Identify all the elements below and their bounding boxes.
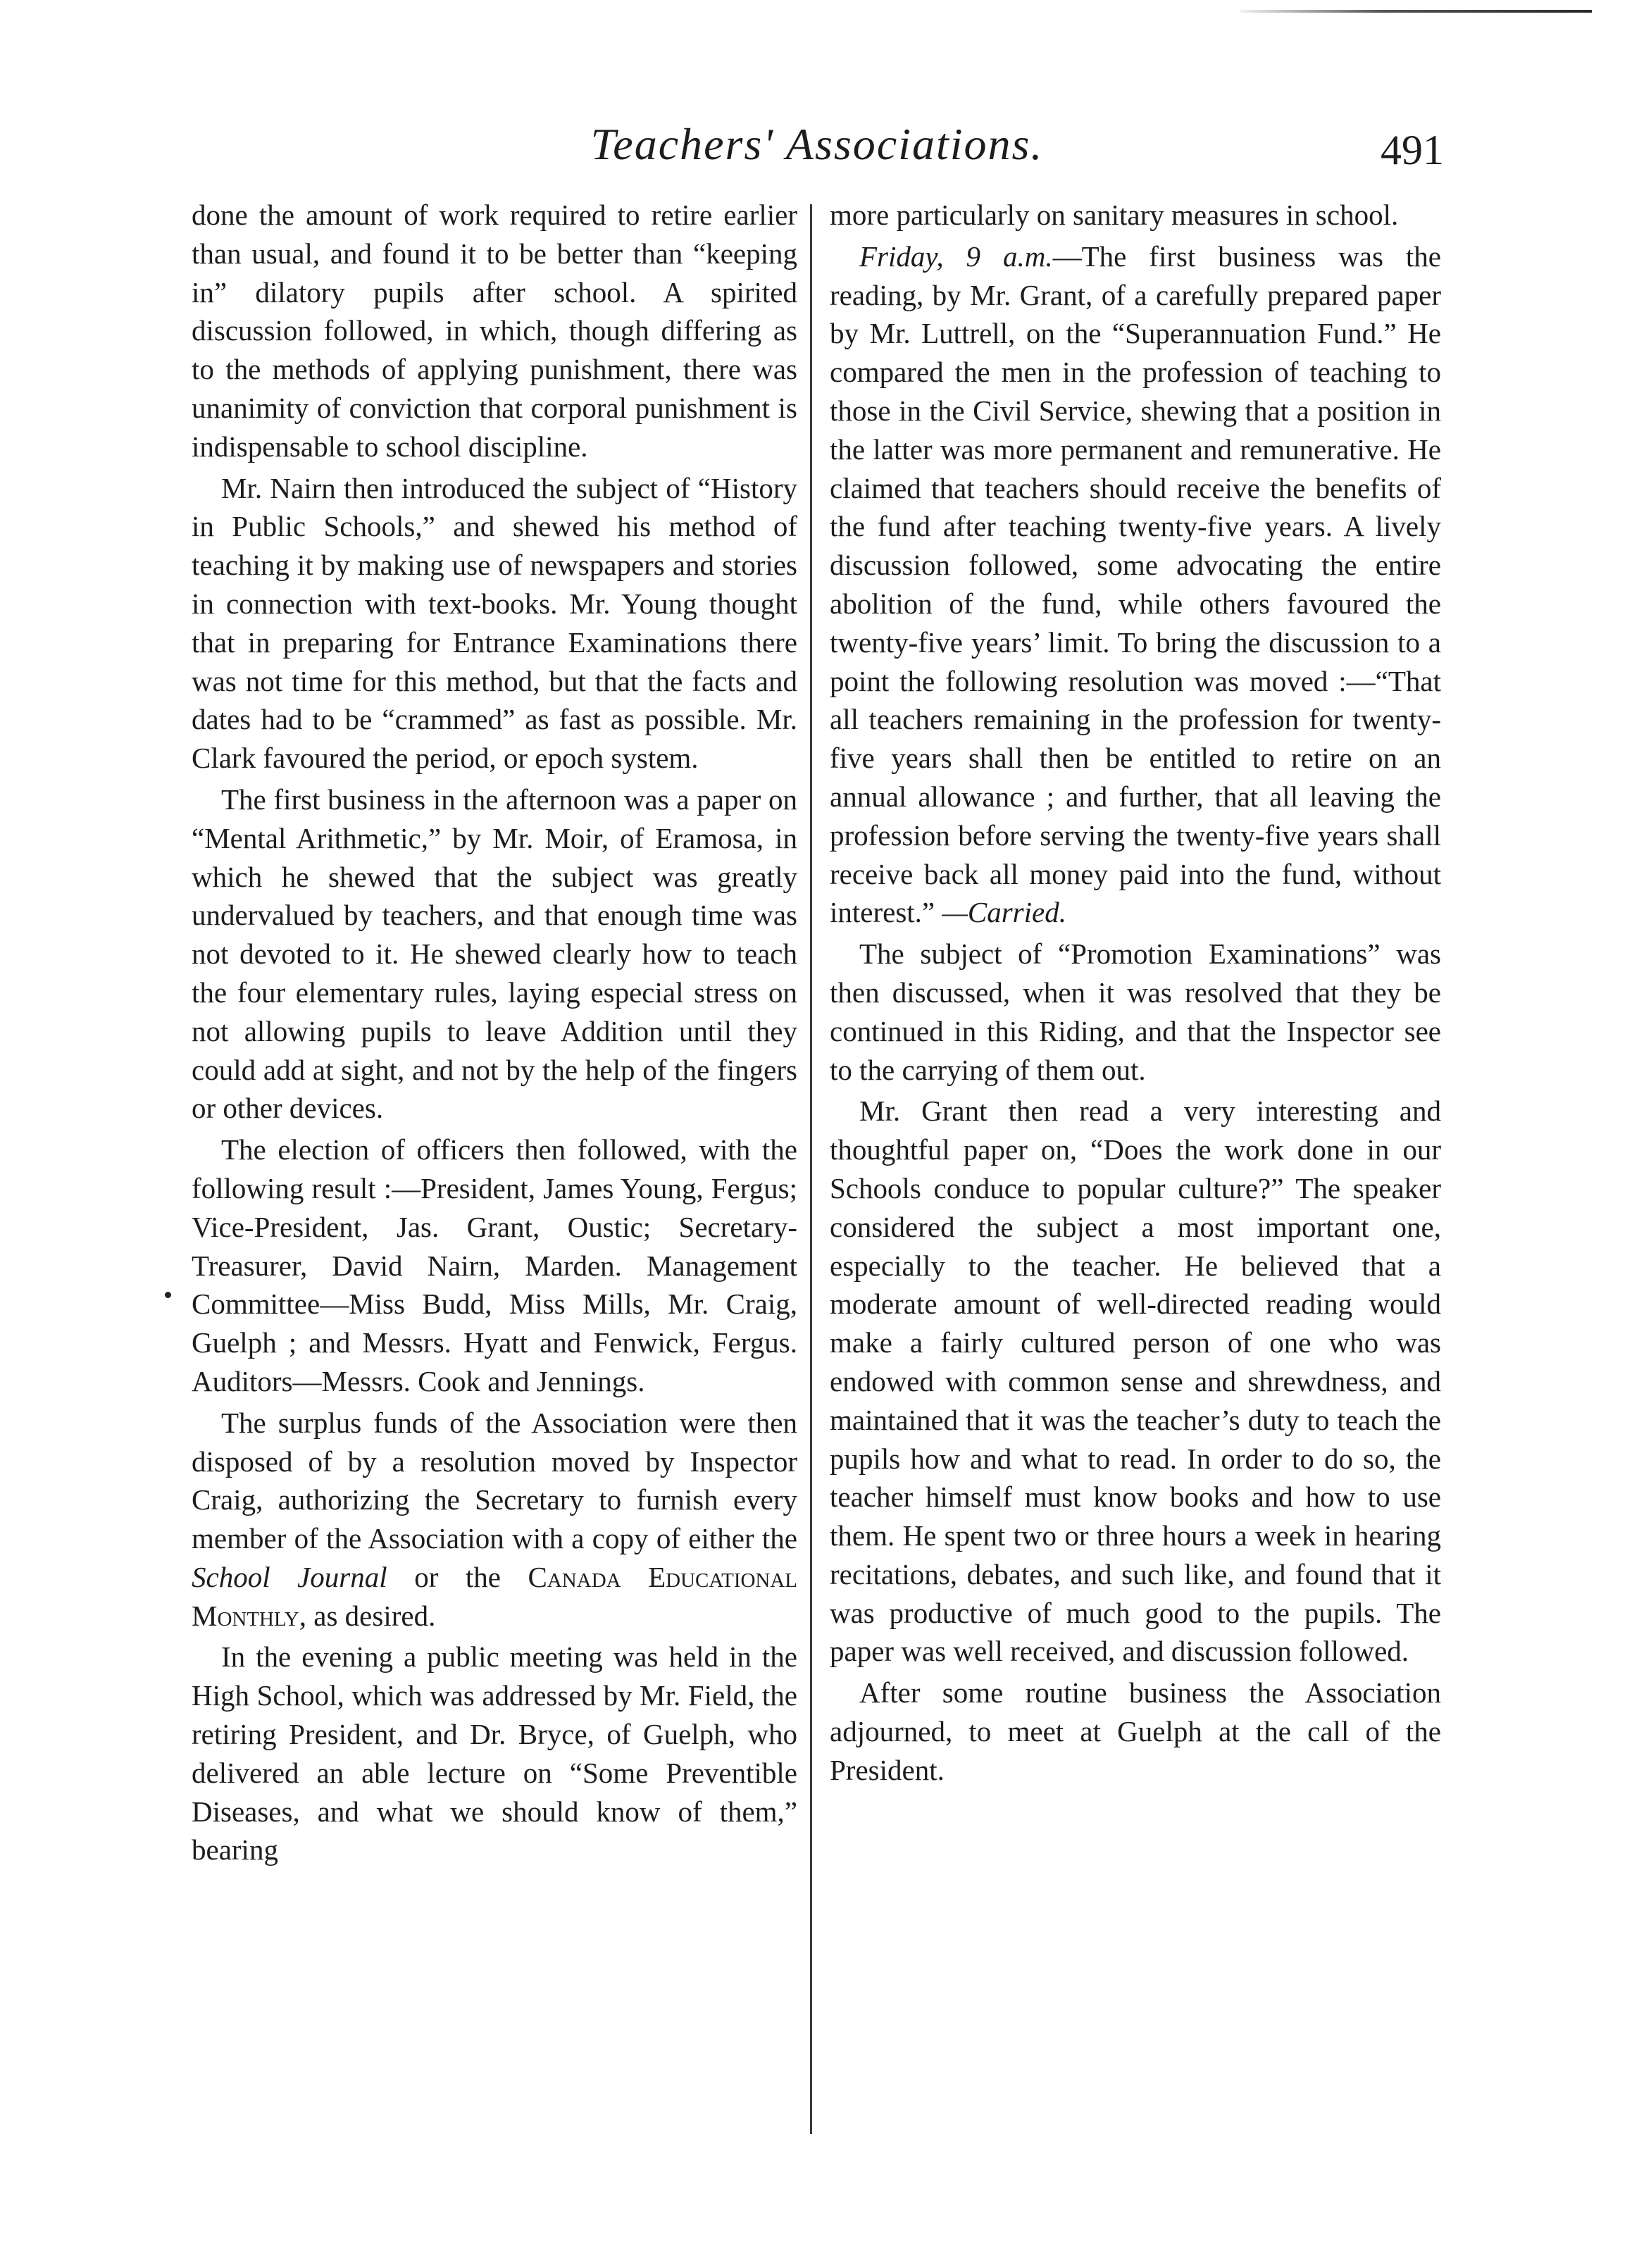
right-column bbox=[830, 196, 1441, 1790]
friday-heading: Friday, 9 a.m. bbox=[859, 239, 1053, 273]
margin-ink-dot bbox=[165, 1292, 171, 1298]
left-paragraph-1: done the amount of work required to retire earlier than usual, and found it to be better than “keeping in” dilatory pupils after school. A spirited discussion followed, in which, though differing as to the methods of applying punishment, there was unanimity of conviction that corporal punishment is indispensable to school discipline. bbox=[192, 199, 797, 463]
or-the-text: or the bbox=[414, 1560, 501, 1593]
left-paragraph-4: The election of officers then followed, with the following result :—President, James Young, Fergus; Vice-President, Jas. Grant, Oustic; Secretary-Treasurer, David Nairn, Marden. Management Committee—Miss Budd, Miss Mills, Mr. Craig, Guelph ; and Messrs. Hyatt and Fenwick, Fergus. Auditors—Messrs. Cook and Jennings. bbox=[192, 1133, 797, 1397]
right-paragraph-2 bbox=[830, 237, 1441, 932]
left-paragraph-2: Mr. Nairn then introduced the subject of “History in Public Schools,” and shewed his method of teaching it by making use of newspapers and stories in connection with text-books. Mr. Young thought that in preparing for Entrance Examinations there was not time for this method, but that the facts and dates had to be “crammed” as fast as possible. Mr. Clark favoured the period, or epoch system. bbox=[192, 471, 797, 775]
as-desired-text: , as desired. bbox=[299, 1599, 436, 1632]
left-paragraph-5 bbox=[192, 1404, 797, 1635]
carried-note: —Carried. bbox=[942, 896, 1066, 929]
left-paragraph-6: In the evening a public meeting was held in the High School, which was addressed by Mr. Field, the retiring President, and Dr. Bryce, of Guelph, who delivered an able lecture on “Some Preventible Diseases, and what we should know of them,” bearing bbox=[192, 1640, 797, 1867]
left-paragraph-3: The first business in the afternoon was a paper on “Mental Arithmetic,” by Mr. Moir, of Eramosa, in which he shewed that the subject was greatly undervalued by teachers, and that enough time was not devoted to it. He shewed clearly how to teach the four elementary rules, laying especial stress on not allowing pupils to leave Addition until they could add at sight, and not by the help of the fingers or other devices. bbox=[192, 783, 797, 1125]
canada-educational-monthly-title: Canada Educational Monthly bbox=[192, 1560, 798, 1632]
right-paragraph-1: more particularly on sanitary measures in school. bbox=[830, 199, 1399, 231]
school-journal-title: School Journal bbox=[192, 1560, 387, 1593]
page-number: 491 bbox=[1381, 127, 1444, 173]
column-divider bbox=[810, 204, 812, 2134]
right-paragraph-5: After some routine business the Association adjourned, to meet at Guelph at the call of the President. bbox=[830, 1676, 1441, 1786]
left-column bbox=[192, 196, 797, 1869]
superannuation-text: —The first business was the reading, by Mr. Grant, of a carefully prepared paper by Mr. Luttrell, on the “Superannuation Fund.” He compared the men in the profession of teaching to those in the Civil Service, shewing that a position in the latter was more permanent and remunerative. He claimed that teachers should receive the benefits of the fund after teaching twenty-five years. A lively discussion followed, some advocating the entire abolition of the fund, while others favoured the twenty-five years’ limit. To bring the discussion to a point the following resolution was moved :—“That all teachers remaining in the profession for twenty-five years shall then be entitled to retire on an annual allowance ; and further, that all leaving the profession before serving the twenty-five years shall receive back all money paid into the fund, without interest.” bbox=[830, 239, 1441, 929]
surplus-funds-text: The surplus funds of the Association were then disposed of by a resolution moved by Inspector Craig, authorizing the Secretary to furnish every member of the Association with a copy of either the bbox=[192, 1406, 797, 1555]
top-edge-rule bbox=[1240, 10, 1592, 13]
right-paragraph-3: The subject of “Promotion Examinations” was then discussed, when it was resolved that they be continued in this Riding, and that the Inspector see to the carrying of them out. bbox=[830, 937, 1441, 1086]
running-title: Teachers' Associations. bbox=[590, 119, 1044, 169]
right-paragraph-4: Mr. Grant then read a very interesting and thoughtful paper on, “Does the work done in our Schools conduce to popular culture?” The speaker considered the subject a most important one, especially to the teacher. He believed that a moderate amount of well-directed reading would make a fairly cultured person of one who was endowed with common sense and shrewdness, and maintained that it was the teacher’s duty to teach the pupils how and what to read. In order to do so, the teacher himself must know books and how to use them. He spent two or three hours a week in hearing recitations, debates, and such like, and found that it was productive of much good to the pupils. The paper was well received, and discussion followed. bbox=[830, 1095, 1441, 1668]
running-head bbox=[190, 113, 1444, 176]
